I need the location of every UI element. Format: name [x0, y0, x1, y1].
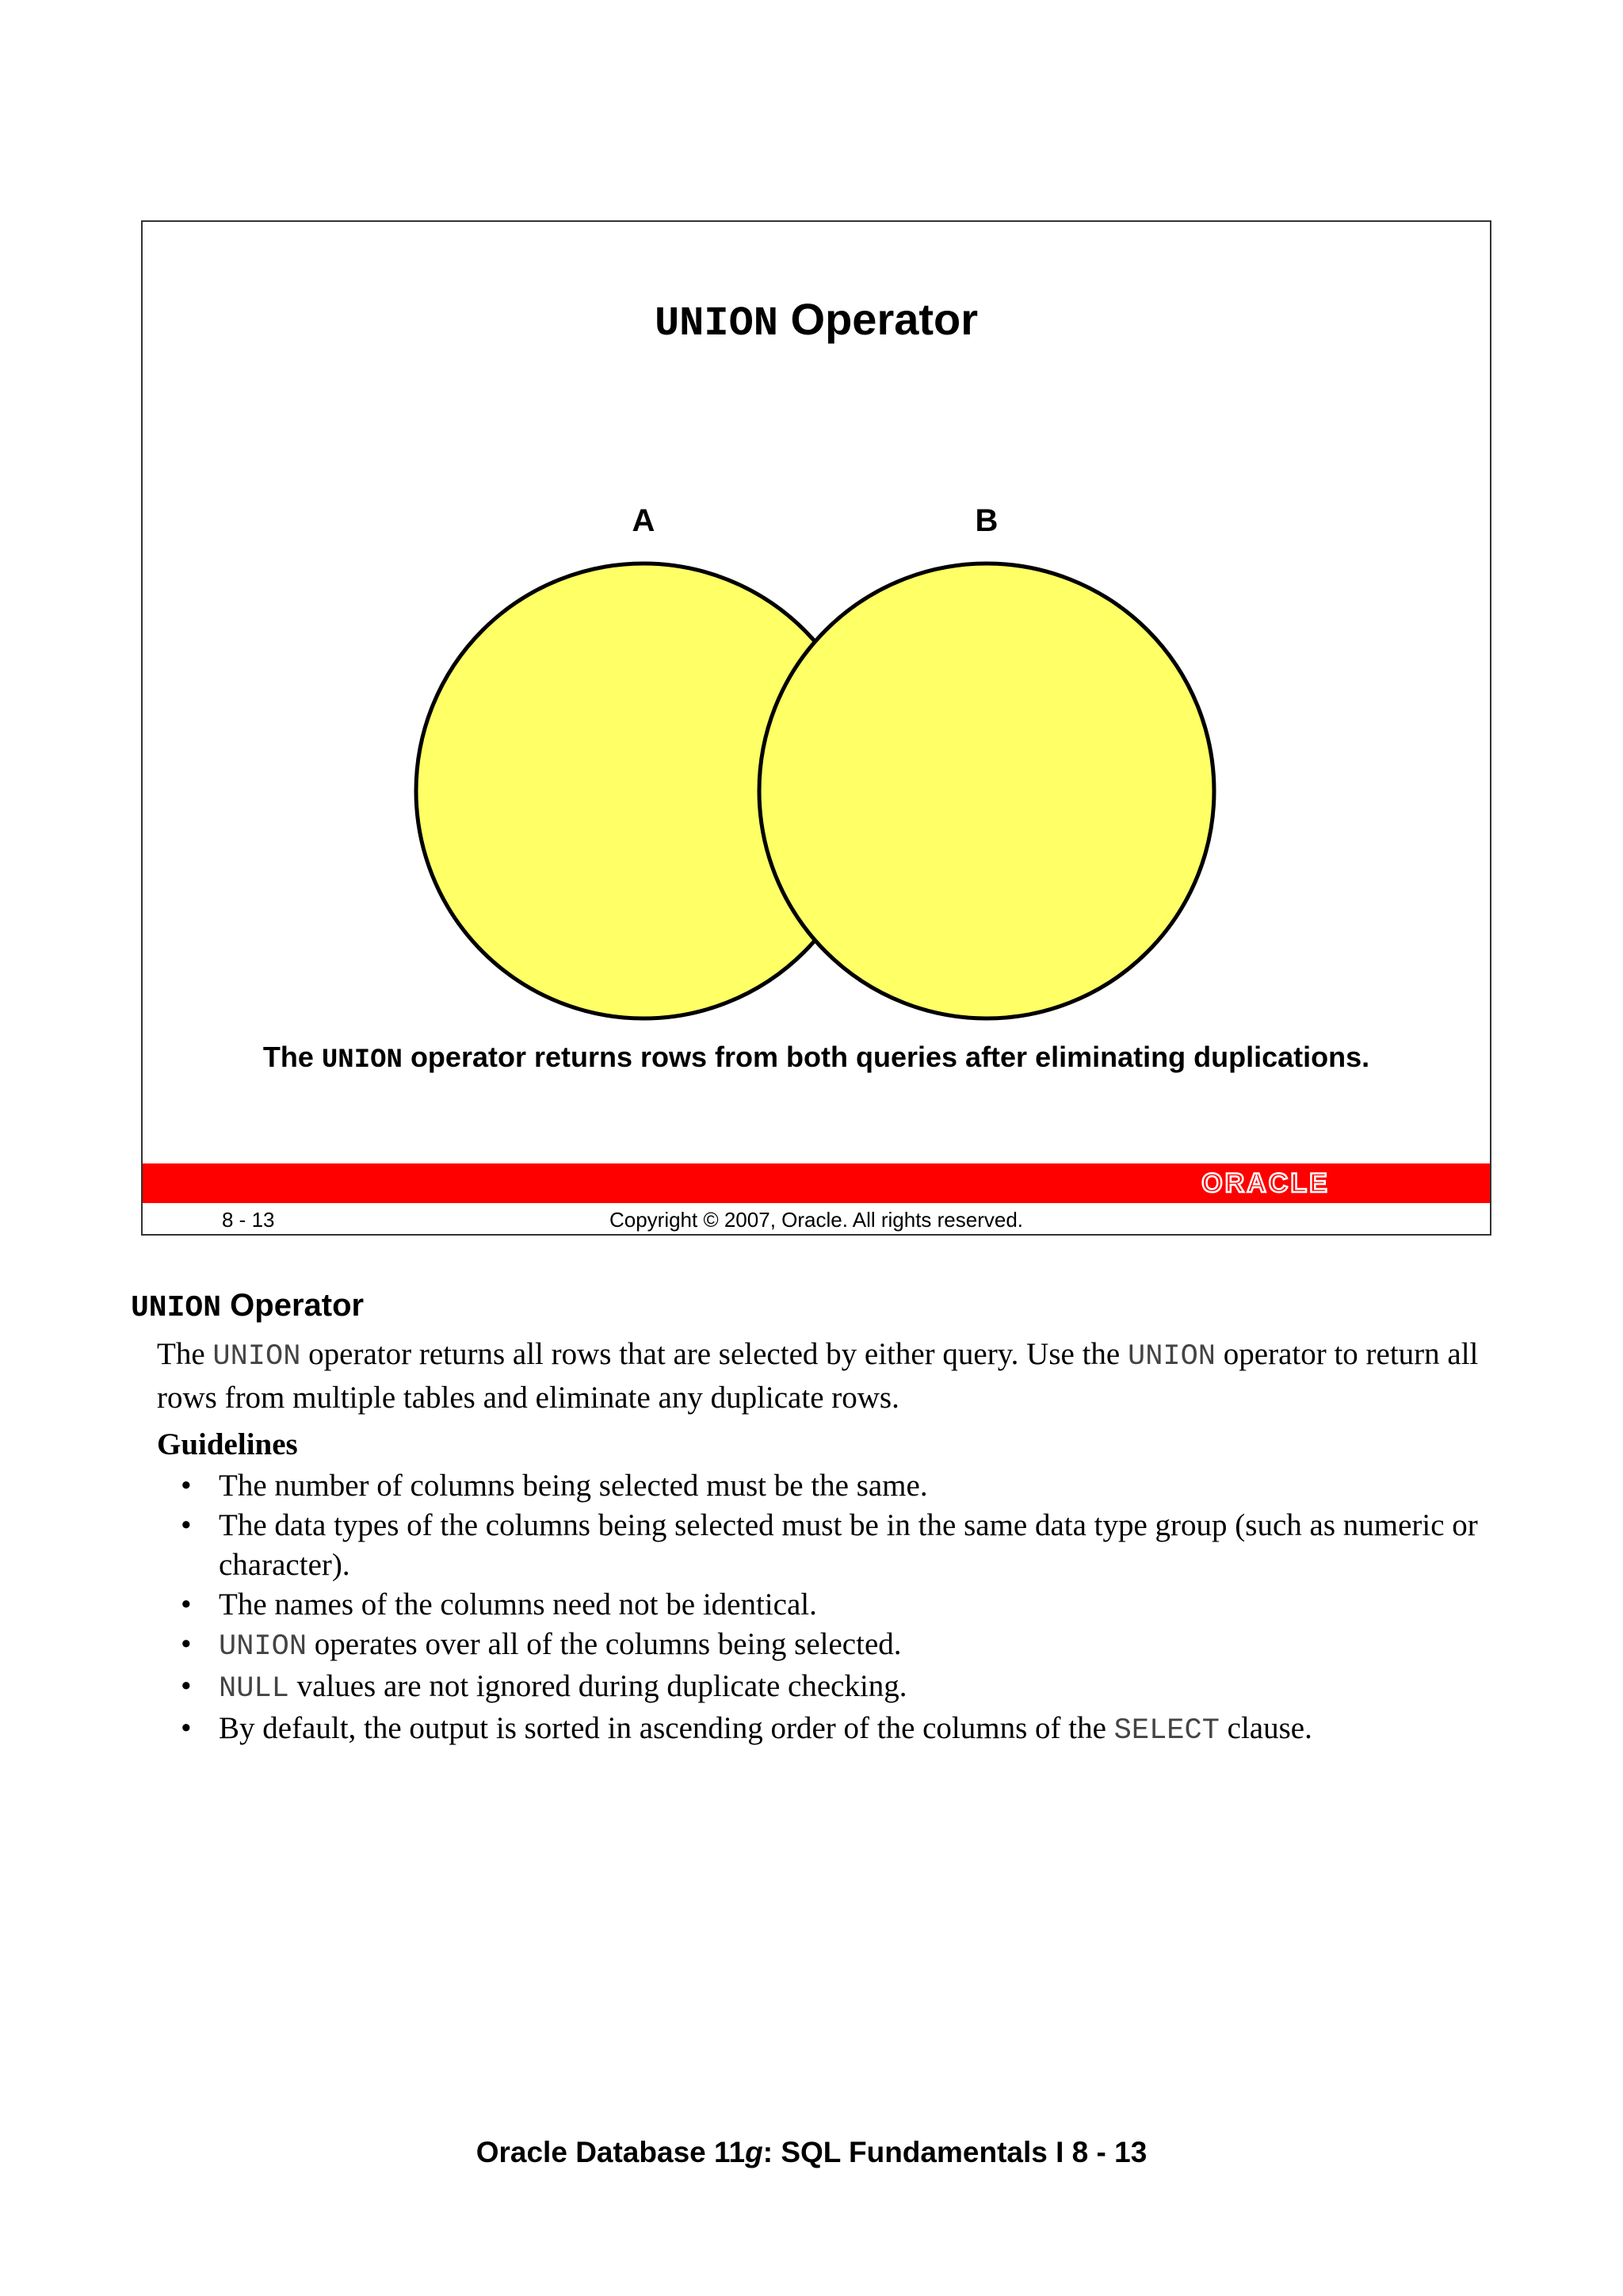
slide-title-code: UNION — [654, 300, 778, 347]
para-text: operator to return all rows from multiple tables and eliminate any duplicate rows. — [157, 1337, 1479, 1415]
guidelines-heading: Guidelines — [157, 1427, 298, 1461]
list-item — [181, 1466, 1488, 1506]
list-item-text: The number of columns being selected must be the same. — [219, 1469, 928, 1503]
bullet-icon: • — [181, 1469, 192, 1503]
caption-pre: The — [262, 1041, 322, 1073]
caption-post: operator returns rows from both queries after eliminating duplications. — [402, 1041, 1370, 1073]
red-footer-bar — [143, 1163, 1490, 1203]
slide-number: 8 - 13 — [222, 1208, 275, 1232]
list-item-code: SELECT — [1113, 1714, 1220, 1748]
list-item-text: clause. — [1219, 1711, 1312, 1745]
notes-paragraph — [157, 1334, 1488, 1419]
notes-heading — [131, 1288, 364, 1325]
venn-circle-b — [759, 563, 1214, 1018]
oracle-logo-text: ORACLE — [1201, 1170, 1330, 1197]
venn-diagram — [143, 222, 1490, 1162]
copyright-text: Copyright © 2007, Oracle. All rights reserved. — [609, 1208, 1024, 1232]
caption-code: UNION — [321, 1045, 403, 1075]
slide-footer — [143, 1203, 1490, 1236]
list-item-text: By default, the output is sorted in ascending order of the columns of the — [219, 1711, 1114, 1745]
page-footer — [0, 2136, 1623, 2169]
notes-heading-text: Operator — [221, 1288, 365, 1323]
list-item — [181, 1585, 1488, 1625]
venn-caption — [262, 1038, 1371, 1079]
list-item-code: NULL — [219, 1672, 289, 1706]
list-item-text: operates over all of the columns being selected. — [307, 1627, 902, 1661]
footer-text: Oracle Database 11 — [475, 2136, 746, 2168]
list-item-text: values are not ignored during duplicate checking. — [288, 1669, 907, 1703]
guidelines-list — [181, 1466, 1488, 1751]
oracle-logo — [1182, 1170, 1349, 1197]
notes-heading-code: UNION — [131, 1291, 222, 1325]
bullet-icon: • — [181, 1508, 192, 1542]
slide-frame — [141, 220, 1491, 1236]
list-item-code: UNION — [219, 1630, 307, 1664]
para-code: UNION — [212, 1340, 301, 1373]
bullet-icon: • — [181, 1669, 192, 1703]
list-item-text: The data types of the columns being selected must be in the same data type group (such as numeric or character). — [219, 1508, 1478, 1582]
slide-title-text: Operator — [777, 294, 979, 344]
list-item — [181, 1709, 1488, 1751]
list-item — [181, 1667, 1488, 1709]
bullet-icon: • — [181, 1587, 192, 1622]
footer-text: : SQL Fundamentals I 8 - 13 — [762, 2136, 1148, 2168]
venn-label-a: A — [632, 503, 655, 538]
list-item — [181, 1625, 1488, 1667]
venn-label-b: B — [975, 503, 999, 538]
list-item-text: The names of the columns need not be identical. — [219, 1587, 817, 1622]
para-code: UNION — [1127, 1340, 1216, 1373]
para-text: operator returns all rows that are selected by either query. Use the — [300, 1337, 1128, 1371]
list-item — [181, 1506, 1488, 1585]
footer-italic: g — [745, 2136, 763, 2168]
para-text: The — [157, 1337, 213, 1371]
bullet-icon: • — [181, 1711, 192, 1745]
bullet-icon: • — [181, 1627, 192, 1661]
